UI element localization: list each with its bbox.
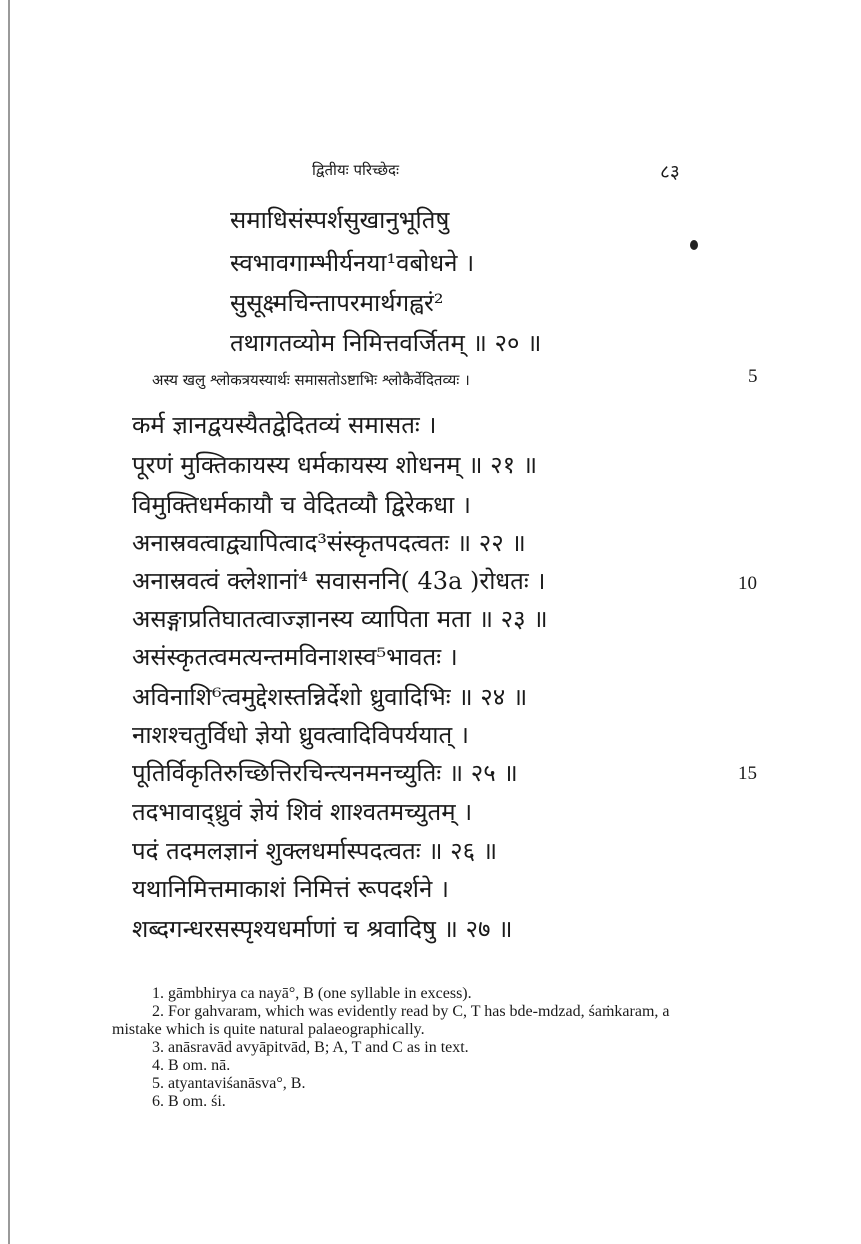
verse-line: यथानिमित्तमाकाशं निमित्तं रूपदर्शने । bbox=[132, 875, 450, 903]
line-number-margin: 5 bbox=[748, 366, 758, 387]
footnote: 6. B om. śi. bbox=[152, 1093, 226, 1110]
verse-line: अनास्रवत्वं क्लेशानां⁴ सवासननि( 43a )रोधतः । bbox=[132, 567, 546, 595]
verse-line: असंस्कृतत्वमत्यन्तमविनाशस्व⁵भावतः । bbox=[132, 643, 458, 671]
footnote: 2. For gahvaram, which was evidently read by C, T has bde-mdzad, śaṁkaram, a mistake which is quite natural palaeographically. bbox=[112, 1003, 670, 1038]
prose-commentary: अस्य खलु श्लोकत्रयस्यार्थः समासतोऽष्टाभिः श्लोकैर्वेदितव्यः । bbox=[152, 371, 470, 389]
footnote: 5. atyantaviśanāsva°, B. bbox=[152, 1075, 306, 1092]
footnote: 3. anāsravād avyāpitvād, B; A, T and C as in text. bbox=[152, 1039, 469, 1056]
verse-line: शब्दगन्धरसस्पृश्यधर्माणां च श्रवादिषु ॥ २७ ॥ bbox=[132, 915, 513, 943]
verse-line: पूरणं मुक्तिकायस्य धर्मकायस्य शोधनम् ॥ २१ ॥ bbox=[132, 451, 538, 479]
running-header: द्वितीयः परिच्छेदः bbox=[312, 161, 400, 179]
verse-line: अनास्रवत्वाद्व्यापित्वाद³संस्कृतपदत्वतः ॥ २२ ॥ bbox=[132, 529, 526, 557]
verse-line: असङ्गाप्रतिघातत्वाज्ज्ञानस्य व्यापिता मता ॥ २३ ॥ bbox=[132, 605, 548, 633]
verse-line-indented: सुसूक्ष्मचिन्तापरमार्थगह्वरं² bbox=[230, 289, 444, 317]
verse-line-indented: स्वभावगाम्भीर्यनया¹वबोधने । bbox=[230, 249, 475, 277]
verse-line: पदं तदमलज्ञानं शुक्लधर्मास्पदत्वतः ॥ २६ ॥ bbox=[132, 837, 498, 865]
page-number: ८३ bbox=[660, 161, 680, 183]
verse-line: अविनाशि⁶त्वमुद्देशस्तन्निर्देशो ध्रुवादिभिः ॥ २४ ॥ bbox=[132, 683, 528, 711]
verse-line: पूतिर्विकृतिरुच्छित्तिरचिन्त्यनमनच्युतिः ॥ २५ ॥ bbox=[132, 759, 518, 787]
verse-line: विमुक्तिधर्मकायौ च वेदितव्यौ द्विरेकधा । bbox=[132, 491, 471, 519]
line-number-margin: 15 bbox=[738, 763, 757, 784]
verse-line: तदभावाद्ध्रुवं ज्ञेयं शिवं शाश्वतमच्युतम् । bbox=[132, 798, 473, 826]
page-left-edge bbox=[8, 0, 10, 1244]
verse-line-indented: समाधिसंस्पर्शसुखानुभूतिषु bbox=[230, 206, 450, 234]
verse-line-indented: तथागतव्योम निमित्तवर्जितम् ॥ २० ॥ bbox=[230, 329, 542, 357]
ink-blot bbox=[690, 240, 698, 250]
line-number-margin: 10 bbox=[738, 573, 757, 594]
verse-line: नाशश्चतुर्विधो ज्ञेयो ध्रुवत्वादिविपर्ययात् । bbox=[132, 721, 469, 749]
footnote: 1. gāmbhirya ca nayā°, B (one syllable in excess). bbox=[152, 985, 472, 1002]
footnotes bbox=[112, 985, 697, 1111]
footnote: 4. B om. nā. bbox=[152, 1057, 231, 1074]
verse-line: कर्म ज्ञानद्वयस्यैतद्वेदितव्यं समासतः । bbox=[132, 411, 437, 439]
